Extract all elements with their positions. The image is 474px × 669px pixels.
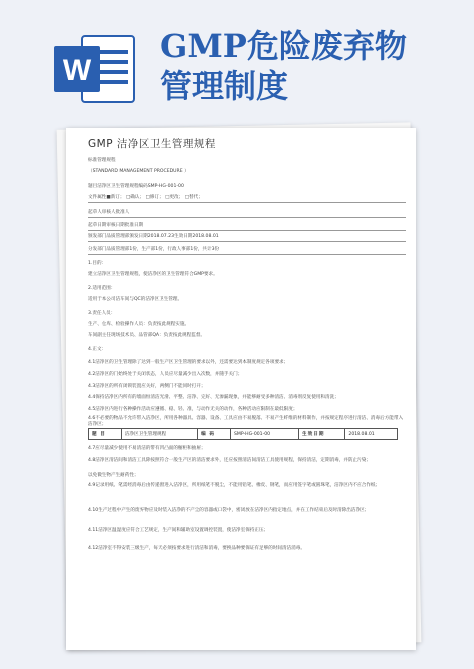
svg-text:W: W [62, 54, 92, 87]
doc-line: 颁发部门品质管理部颁发日期2018.07.23生效日期2018.08.01 [88, 234, 406, 242]
table-value-effective-date: 2018.08.01 [345, 429, 398, 440]
doc-line: 2.适用范围： [88, 286, 116, 291]
document-header-table [88, 428, 398, 440]
doc-line: 4.2洁净区的门始终处于关闭状态，人员应尽量减少出入次数，并随手关门； [88, 372, 243, 377]
doc-line: 标准管理规程 [88, 158, 116, 163]
doc-line: 文件属性■新订； □确认； □修订； □更改； □替代； [88, 195, 406, 203]
doc-line: 生产、仓库、检验操作人员：负责按此规程实施。 [88, 322, 190, 327]
doc-line: 4.11洁净区温湿度应符合工艺规定，生产间和辅助室设置调控装置，使洁净室保持正压； [88, 528, 269, 533]
doc-line: 4.6不必要的物品不允许带入洁净区，所用各种器具、容器、设备、工具应由不易脱落、不易产生纤维的材料制作，并按规定程序进行清洁、消毒后方能带入洁净区； [88, 416, 404, 428]
doc-line: 车间副主任现场技术员、品管部QA：负责按此规程监督。 [88, 333, 206, 338]
table-value-title: 洁净区卫生管理规程 [121, 429, 197, 440]
doc-line: 适用于本公司洁车间与QC的洁净区卫生管理。 [88, 297, 183, 302]
doc-line: 1.目的： [88, 261, 107, 266]
doc-line: 3.责任人员： [88, 311, 116, 316]
table-header-title: 题 目 [89, 429, 122, 440]
table-header-effective-date: 生效日期 [299, 429, 345, 440]
doc-line: 起草人审核人批准人 [88, 210, 406, 218]
doc-line: 以免微生物产生耐药性； [88, 473, 139, 478]
doc-line: 4.4保持洁净区内所有的墙面恒清洁光滑、平整、洁净、完好、无渗漏现象，并能够耐受多种清洁、消毒剂反复使用和清洗； [88, 395, 339, 400]
doc-line: 4.7应尽量减少使用不易清洁的带有凹凸面的橱柜和抽屉； [88, 446, 206, 451]
word-document-icon [54, 34, 136, 104]
doc-line: 题目洁净区卫生管理规程编码SMP-HG-001-00 [88, 184, 184, 189]
banner [0, 0, 474, 128]
doc-line: 4.8洁净区清洁间和清洁工具除按照符合一般生产区的清洁要求外，还应按照清洁间清洁工具使用规程，保持清洁，定期消毒，并防止污染； [88, 458, 371, 463]
doc-line: 4.12洁净室不得安装三级生产，每天必须按要求进行清洁和消毒，要换品种要保证有足够的时间清洁消毒。 [88, 546, 305, 551]
doc-line: 4.10生产过程中产生的废弃物应及时装入洁净的不产尘的容器或口袋中，密闭放在洁净区内指定地点，并在工作结束后及时清除出洁净区； [88, 508, 370, 513]
doc-line: （STANDARD MANAGEMENT PROCEDURE ） [88, 169, 189, 174]
doc-line: 分发部门品质管理部1份，生产部1份，行政人事部1份，共计3份 [88, 247, 406, 255]
document-page [66, 128, 416, 650]
doc-line: 4.9记录用纸、笔需经消毒后由传递窗进入洁净区，所用纸笔不脱尘，不能用铅笔、橡皮、钢笔，而应用签字笔或圆珠笔，洁净区内不应合作纸； [88, 483, 381, 488]
banner-title-line1: GMP危险废弃物 [160, 27, 407, 65]
doc-line: 4.5洁净区内进行各种操作活动应遵循、稳、轻、准，与动作无关的动作，各种活动应限制在最低限度； [88, 407, 298, 412]
doc-line: 4.1洁净区的卫生管理除了达到一般生产区卫生管理的要求以外，还需要达到本制度规定各项要求； [88, 360, 289, 365]
table-value-code: SMP-HG-001-00 [230, 429, 298, 440]
table-header-code: 编 码 [198, 429, 231, 440]
banner-title [160, 26, 460, 106]
doc-line: 4.3洁净区的所有闭锁装置应关好，两侧门不能同时打开； [88, 384, 206, 389]
doc-line: 起草日期审核日期批准日期 [88, 223, 406, 231]
doc-line: 4.正文： [88, 347, 107, 352]
doc-line: 建立洁净区卫生管理规程，使洁净区的卫生管理符合GMP要求。 [88, 272, 218, 277]
banner-title-line2: 管理制度 [160, 67, 289, 105]
document-title: GMP 洁净区卫生管理规程 [88, 138, 216, 150]
